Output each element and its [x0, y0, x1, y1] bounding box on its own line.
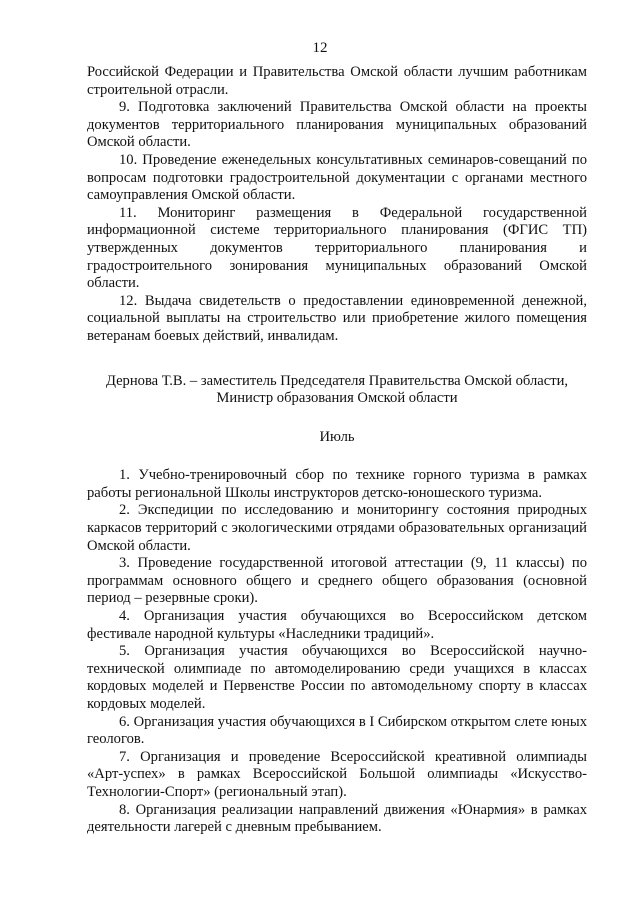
official-heading-line1: Дернова Т.В. – заместитель Председателя Правительства Омской области, — [105, 372, 569, 389]
list-item: 6. Организация участия обучающихся в I Сибирском открытом слете юных геологов. — [87, 713, 587, 748]
list-item: 4. Организация участия обучающихся во Всероссийском детском фестивале народной культуры «Наследники традиций». — [87, 608, 587, 642]
list-item: 5. Организация участия обучающихся во Всероссийской научно-технической олимпиаде по автомоделированию среди учащихся в классах кордовых моделей и Первенстве России по автомодельному спорту в классах кордовых моделей. — [87, 643, 587, 712]
list-item: 3. Проведение государственной итоговой аттестации (9, 11 классы) по программам основного общего и среднего общего образования (основной период – резервные сроки). — [87, 555, 587, 607]
list-item: 1. Учебно-тренировочный сбор по технике горного туризма в рамках работы региональной Школы инструкторов детско-юношеского туризма. — [87, 467, 587, 501]
official-heading-line2: Министр образования Омской области — [216, 390, 458, 407]
list-item: 7. Организация и проведение Всероссийской креативной олимпиады «Арт-успех» в рамках Всероссийской Большой олимпиады «Искусство-Технологии-Спорт» (региональный этап). — [87, 748, 587, 800]
document-body — [87, 64, 587, 837]
page-number: 12 — [312, 40, 328, 56]
month-heading: Июль — [319, 428, 355, 445]
paragraph-continuation: Российской Федерации и Правительства Омской области лучшим работникам строительной отрасли. — [87, 64, 587, 98]
list-item: 12. Выдача свидетельств о предоставлении единовременной денежной, социальной выплаты на строительство или приобретение жилого помещения ветеранам боевых действий, инвалидам. — [87, 292, 587, 344]
list-item: 8. Организация реализации направлений движения «Юнармия» в рамках деятельности лагерей с дневным пребыванием. — [87, 801, 587, 836]
list-item: 2. Экспедиции по исследованию и мониторингу состояния природных каркасов территорий с экологическими отрядами образовательных организаций Омской области. — [87, 502, 587, 554]
list-item: 9. Подготовка заключений Правительства Омской области на проекты документов территориального планирования муниципальных образований Омской области. — [87, 99, 587, 151]
list-item: 10. Проведение еженедельных консультативных семинаров-совещаний по вопросам подготовки градостроительной документации с органами местного самоуправления Омской области. — [87, 151, 587, 204]
list-item: 11. Мониторинг размещения в Федеральной государственной информационной системе территориального планирования (ФГИС ТП) утвержденных документов территориального планирования и градостроительного зонирования муниципальных образований Омской области. — [87, 204, 587, 292]
